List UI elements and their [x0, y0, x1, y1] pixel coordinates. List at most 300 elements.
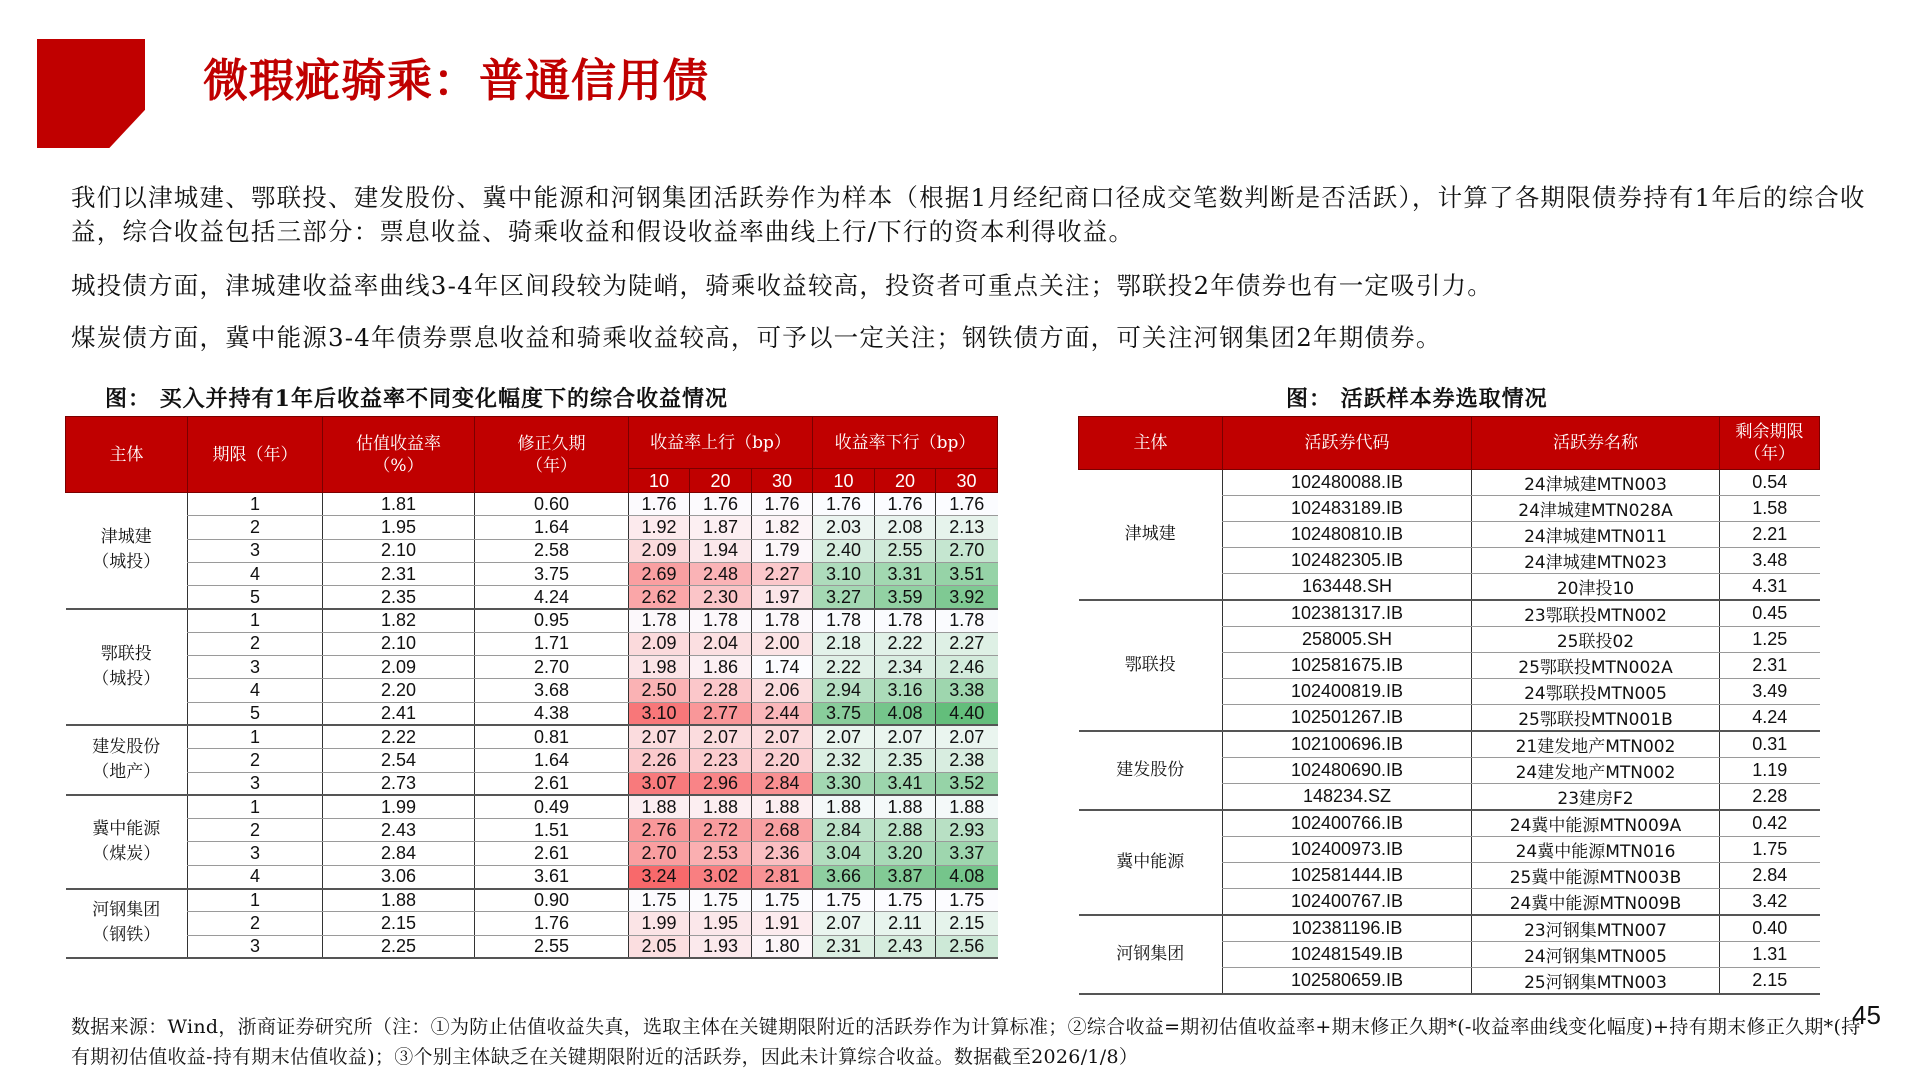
- yield-up-cell: 2.06: [752, 679, 813, 702]
- yield-cell: 2.54: [323, 749, 475, 772]
- bond-name-cell: 25鄂联投MTN001B: [1472, 705, 1720, 732]
- yield-up-cell: 1.97: [752, 586, 813, 609]
- term-cell: 1: [188, 725, 323, 748]
- header-name: 活跃券名称: [1472, 417, 1720, 470]
- table-row: [66, 539, 998, 562]
- entity-cell: 鄂联投: [1079, 600, 1223, 731]
- bond-name-cell: 24冀中能源MTN009B: [1472, 889, 1720, 916]
- yield-down-cell: 2.55: [875, 539, 936, 562]
- remaining-term-cell: 3.42: [1720, 889, 1820, 916]
- duration-cell: 0.95: [475, 609, 629, 632]
- yield-down-cell: 3.51: [936, 562, 998, 585]
- yield-up-cell: 2.26: [629, 749, 690, 772]
- table-row: [66, 912, 998, 935]
- table-row: [66, 679, 998, 702]
- term-cell: 5: [188, 586, 323, 609]
- yield-down-cell: 2.15: [936, 912, 998, 935]
- bond-code-cell: 102482305.IB: [1223, 548, 1472, 574]
- remaining-term-cell: 2.21: [1720, 522, 1820, 548]
- yield-up-cell: 2.09: [629, 632, 690, 655]
- bond-name-cell: 25河钢集MTN003: [1472, 968, 1720, 995]
- yield-down-cell: 3.27: [813, 586, 875, 609]
- yield-up-cell: 1.91: [752, 912, 813, 935]
- table-row: [66, 656, 998, 679]
- duration-cell: 2.70: [475, 656, 629, 679]
- remaining-term-cell: 1.31: [1720, 942, 1820, 968]
- bond-code-cell: 102581444.IB: [1223, 863, 1472, 889]
- yield-up-cell: 2.20: [752, 749, 813, 772]
- yield-up-cell: 2.72: [690, 819, 752, 842]
- bond-code-cell: 102381196.IB: [1223, 915, 1472, 942]
- footnote: 数据来源：Wind，浙商证券研究所（注：①为防止估值收益失真，选取主体在关键期限附近的活跃券作为计算标准；②综合收益=期初估值收益率+期末修正久期*(-收益率曲线变化幅度)+持有期末修正久期*(持有期初估值收益-持有期末估值收益)；③个别主体缺乏在关键期限附近的活跃券，因此未计算综合收益。数据截至2026/1/8）: [71, 1016, 1861, 1068]
- yield-up-cell: 2.36: [752, 842, 813, 865]
- term-cell: 3: [188, 539, 323, 562]
- yield-down-cell: 1.76: [875, 493, 936, 516]
- yield-up-cell: 1.92: [629, 516, 690, 539]
- remaining-term-cell: 1.25: [1720, 627, 1820, 653]
- entity-sector: （钢铁）: [92, 925, 161, 946]
- yield-down-cell: 3.66: [813, 865, 875, 888]
- duration-cell: 1.71: [475, 632, 629, 655]
- remaining-term-cell: 0.40: [1720, 915, 1820, 942]
- bond-code-cell: 163448.SH: [1223, 574, 1472, 601]
- duration-cell: 2.55: [475, 935, 629, 958]
- header-bp: 20: [875, 469, 936, 493]
- table-row: [66, 935, 998, 958]
- entity-cell: [66, 795, 188, 888]
- yield-cell: 2.15: [323, 912, 475, 935]
- duration-cell: 0.90: [475, 889, 629, 912]
- yield-down-cell: 2.38: [936, 749, 998, 772]
- yield-up-cell: 2.81: [752, 865, 813, 888]
- table-row: [66, 609, 998, 632]
- yield-down-cell: 3.41: [875, 772, 936, 795]
- duration-cell: 0.60: [475, 493, 629, 516]
- yield-down-cell: 2.11: [875, 912, 936, 935]
- term-cell: 5: [188, 702, 323, 725]
- left-table-caption: 图： 买入并持有1年后收益率不同变化幅度下的综合收益情况: [105, 386, 728, 412]
- term-cell: 2: [188, 516, 323, 539]
- remaining-term-cell: 0.54: [1720, 470, 1820, 496]
- bond-code-cell: 102400819.IB: [1223, 679, 1472, 705]
- header-yield-up: 收益率上行（bp）: [629, 417, 813, 469]
- yield-cell: 1.81: [323, 493, 475, 516]
- term-cell: 3: [188, 656, 323, 679]
- table-row: [66, 795, 998, 818]
- term-cell: 4: [188, 679, 323, 702]
- term-cell: 1: [188, 609, 323, 632]
- yield-down-cell: 3.38: [936, 679, 998, 702]
- yield-up-cell: 2.27: [752, 562, 813, 585]
- yield-down-cell: 1.88: [813, 795, 875, 818]
- table-row: [66, 586, 998, 609]
- yield-down-cell: 3.87: [875, 865, 936, 888]
- yield-up-cell: 2.44: [752, 702, 813, 725]
- header-entity: 主体: [66, 417, 188, 493]
- yield-up-cell: 2.07: [629, 725, 690, 748]
- yield-up-cell: 1.95: [690, 912, 752, 935]
- table-row: [66, 819, 998, 842]
- entity-name: 建发股份: [92, 737, 161, 758]
- yield-down-cell: 1.88: [936, 795, 998, 818]
- yield-cell: 2.41: [323, 702, 475, 725]
- yield-up-cell: 1.86: [690, 656, 752, 679]
- yield-down-cell: 4.40: [936, 702, 998, 725]
- bond-name-cell: 24津城建MTN023: [1472, 548, 1720, 574]
- yield-down-cell: 2.34: [875, 656, 936, 679]
- bond-code-cell: 102381317.IB: [1223, 600, 1472, 627]
- yield-up-cell: 1.88: [629, 795, 690, 818]
- entity-name: 河钢集团: [92, 900, 161, 921]
- yield-up-cell: 1.88: [752, 795, 813, 818]
- yield-down-cell: 3.52: [936, 772, 998, 795]
- term-cell: 2: [188, 749, 323, 772]
- yield-down-cell: 2.31: [813, 935, 875, 958]
- yield-cell: 2.10: [323, 632, 475, 655]
- bond-code-cell: 102501267.IB: [1223, 705, 1472, 732]
- yield-up-cell: 2.07: [690, 725, 752, 748]
- yield-cell: 2.25: [323, 935, 475, 958]
- remaining-term-cell: 0.42: [1720, 810, 1820, 837]
- yield-down-cell: 2.27: [936, 632, 998, 655]
- yield-down-cell: 1.76: [813, 493, 875, 516]
- yield-down-cell: 2.07: [813, 725, 875, 748]
- yield-up-cell: 2.09: [629, 539, 690, 562]
- term-cell: 3: [188, 842, 323, 865]
- yield-down-cell: 4.08: [875, 702, 936, 725]
- remaining-term-cell: 4.31: [1720, 574, 1820, 601]
- yield-up-cell: 3.24: [629, 865, 690, 888]
- remaining-term-cell: 3.48: [1720, 548, 1820, 574]
- yield-up-cell: 2.70: [629, 842, 690, 865]
- yield-down-cell: 1.78: [813, 609, 875, 632]
- remaining-term-cell: 3.49: [1720, 679, 1820, 705]
- paragraph-intro: 我们以津城建、鄂联投、建发股份、冀中能源和河钢集团活跃券作为样本（根据1月经纪商口径成交笔数判断是否活跃），计算了各期限债券持有1年后的综合收益，综合收益包括三部分：票息收益、骑乘收益和假设收益率曲线上行/下行的资本利得收益。: [71, 183, 1866, 246]
- bond-name-cell: 24建发地产MTN002: [1472, 758, 1720, 784]
- yield-up-cell: 2.48: [690, 562, 752, 585]
- header-code: 活跃券代码: [1223, 417, 1472, 470]
- yield-down-cell: 3.92: [936, 586, 998, 609]
- yield-up-cell: 2.05: [629, 935, 690, 958]
- header-yield-down: 收益率下行（bp）: [813, 417, 998, 469]
- bond-code-cell: 102483189.IB: [1223, 496, 1472, 522]
- remaining-term-cell: 1.19: [1720, 758, 1820, 784]
- bond-code-cell: 102400973.IB: [1223, 837, 1472, 863]
- header-bp: 20: [690, 469, 752, 493]
- yield-up-cell: 2.00: [752, 632, 813, 655]
- yield-up-cell: 1.76: [629, 493, 690, 516]
- yield-down-cell: 3.30: [813, 772, 875, 795]
- yield-down-cell: 1.75: [813, 889, 875, 912]
- bond-code-cell: 102100696.IB: [1223, 731, 1472, 758]
- yield-up-cell: 2.04: [690, 632, 752, 655]
- bond-name-cell: 24冀中能源MTN009A: [1472, 810, 1720, 837]
- yield-up-cell: 1.80: [752, 935, 813, 958]
- yield-cell: 2.31: [323, 562, 475, 585]
- term-cell: 2: [188, 819, 323, 842]
- table-row: [1079, 731, 1820, 758]
- bond-name-cell: 25鄂联投MTN002A: [1472, 653, 1720, 679]
- duration-cell: 3.75: [475, 562, 629, 585]
- duration-cell: 4.38: [475, 702, 629, 725]
- yield-down-cell: 1.78: [875, 609, 936, 632]
- table-row: [1079, 600, 1820, 627]
- yield-down-cell: 3.16: [875, 679, 936, 702]
- yield-down-cell: 2.13: [936, 516, 998, 539]
- yield-cell: 2.10: [323, 539, 475, 562]
- bond-name-cell: 21建发地产MTN002: [1472, 731, 1720, 758]
- header-bp: 10: [813, 469, 875, 493]
- bond-name-cell: 24津城建MTN028A: [1472, 496, 1720, 522]
- table-row: [66, 865, 998, 888]
- yield-down-cell: 2.40: [813, 539, 875, 562]
- table-row: [66, 632, 998, 655]
- bond-name-cell: 25冀中能源MTN003B: [1472, 863, 1720, 889]
- right-table-caption: 图： 活跃样本券选取情况: [1286, 386, 1548, 412]
- bond-code-cell: 102400767.IB: [1223, 889, 1472, 916]
- header-term: 期限（年）: [188, 417, 323, 493]
- entity-cell: [66, 889, 188, 959]
- yield-down-cell: 3.20: [875, 842, 936, 865]
- yield-cell: 2.35: [323, 586, 475, 609]
- yield-up-cell: 2.23: [690, 749, 752, 772]
- remaining-term-cell: 2.84: [1720, 863, 1820, 889]
- bond-name-cell: 24冀中能源MTN016: [1472, 837, 1720, 863]
- remaining-term-cell: 2.15: [1720, 968, 1820, 995]
- yield-up-cell: 2.50: [629, 679, 690, 702]
- yield-down-cell: 2.07: [936, 725, 998, 748]
- duration-cell: 1.51: [475, 819, 629, 842]
- yield-down-cell: 1.88: [875, 795, 936, 818]
- term-cell: 1: [188, 795, 323, 818]
- yield-cell: 2.73: [323, 772, 475, 795]
- yield-up-cell: 2.53: [690, 842, 752, 865]
- yield-down-cell: 2.07: [875, 725, 936, 748]
- yield-up-cell: 2.28: [690, 679, 752, 702]
- yield-down-cell: 2.94: [813, 679, 875, 702]
- active-bond-sample-table: [1078, 416, 1820, 995]
- header-entity: 主体: [1079, 417, 1223, 470]
- header-yield: 估值收益率 （%）: [323, 417, 475, 493]
- bond-name-cell: 20津投10: [1472, 574, 1720, 601]
- bond-code-cell: 102400766.IB: [1223, 810, 1472, 837]
- page-title: 微瑕疵骑乘：普通信用债: [203, 54, 710, 107]
- yield-up-cell: 1.75: [752, 889, 813, 912]
- bond-code-cell: 258005.SH: [1223, 627, 1472, 653]
- yield-down-cell: 2.70: [936, 539, 998, 562]
- yield-up-cell: 1.78: [690, 609, 752, 632]
- yield-cell: 2.84: [323, 842, 475, 865]
- yield-up-cell: 1.93: [690, 935, 752, 958]
- yield-down-cell: 2.46: [936, 656, 998, 679]
- bond-name-cell: 25联投02: [1472, 627, 1720, 653]
- table-row: [66, 749, 998, 772]
- yield-up-cell: 1.74: [752, 656, 813, 679]
- yield-down-cell: 2.03: [813, 516, 875, 539]
- table-row: [1079, 915, 1820, 942]
- yield-cell: 2.09: [323, 656, 475, 679]
- header-bp: 30: [936, 469, 998, 493]
- yield-down-cell: 1.75: [875, 889, 936, 912]
- paragraph-urban-investment: 城投债方面，津城建收益率曲线3-4年区间段较为陡峭，骑乘收益较高，投资者可重点关注；鄂联投2年债券也有一定吸引力。: [71, 271, 1493, 300]
- duration-cell: 3.68: [475, 679, 629, 702]
- term-cell: 3: [188, 772, 323, 795]
- yield-up-cell: 2.07: [752, 725, 813, 748]
- yield-down-cell: 3.59: [875, 586, 936, 609]
- yield-up-cell: 1.94: [690, 539, 752, 562]
- bond-code-cell: 102581675.IB: [1223, 653, 1472, 679]
- term-cell: 4: [188, 562, 323, 585]
- yield-up-cell: 1.78: [752, 609, 813, 632]
- header-remaining: 剩余期限 （年）: [1720, 417, 1820, 470]
- bond-name-cell: 23建房F2: [1472, 784, 1720, 811]
- yield-down-cell: 1.76: [936, 493, 998, 516]
- duration-cell: 1.64: [475, 516, 629, 539]
- duration-cell: 2.61: [475, 772, 629, 795]
- yield-up-cell: 1.75: [629, 889, 690, 912]
- bond-name-cell: 24河钢集MTN005: [1472, 942, 1720, 968]
- duration-cell: 4.24: [475, 586, 629, 609]
- entity-name: 冀中能源: [92, 818, 161, 839]
- term-cell: 2: [188, 912, 323, 935]
- bond-code-cell: 102480690.IB: [1223, 758, 1472, 784]
- header-duration: 修正久期 （年）: [475, 417, 629, 493]
- yield-cell: 3.06: [323, 865, 475, 888]
- duration-cell: 1.76: [475, 912, 629, 935]
- entity-cell: [66, 493, 188, 609]
- yield-up-cell: 1.78: [629, 609, 690, 632]
- term-cell: 2: [188, 632, 323, 655]
- yield-up-cell: 3.07: [629, 772, 690, 795]
- bond-code-cell: 102480088.IB: [1223, 470, 1472, 496]
- yield-down-cell: 2.56: [936, 935, 998, 958]
- bond-code-cell: 148234.SZ: [1223, 784, 1472, 811]
- yield-up-cell: 2.62: [629, 586, 690, 609]
- entity-name: 津城建: [100, 527, 152, 548]
- bond-name-cell: 23鄂联投MTN002: [1472, 600, 1720, 627]
- entity-cell: 津城建: [1079, 470, 1223, 601]
- entity-sector: （城投）: [92, 552, 161, 573]
- duration-cell: 1.64: [475, 749, 629, 772]
- header-bp: 30: [752, 469, 813, 493]
- yield-down-cell: 1.78: [936, 609, 998, 632]
- yield-up-cell: 2.96: [690, 772, 752, 795]
- yield-down-cell: 2.22: [875, 632, 936, 655]
- yield-down-cell: 2.08: [875, 516, 936, 539]
- yield-down-cell: 3.37: [936, 842, 998, 865]
- term-cell: 1: [188, 493, 323, 516]
- remaining-term-cell: 1.75: [1720, 837, 1820, 863]
- yield-up-cell: 1.76: [690, 493, 752, 516]
- entity-sector: （城投）: [92, 669, 161, 690]
- table-row: [66, 842, 998, 865]
- table-row: [66, 772, 998, 795]
- entity-cell: 冀中能源: [1079, 810, 1223, 915]
- table-row: [66, 493, 998, 516]
- duration-cell: 3.61: [475, 865, 629, 888]
- yield-cell: 2.20: [323, 679, 475, 702]
- term-cell: 1: [188, 889, 323, 912]
- yield-up-cell: 1.98: [629, 656, 690, 679]
- yield-up-cell: 3.10: [629, 702, 690, 725]
- brand-logo-block: [37, 39, 145, 148]
- remaining-term-cell: 0.45: [1720, 600, 1820, 627]
- page-number: 45: [1852, 1000, 1881, 1030]
- yield-cell: 1.82: [323, 609, 475, 632]
- yield-up-cell: 2.76: [629, 819, 690, 842]
- yield-cell: 1.95: [323, 516, 475, 539]
- remaining-term-cell: 4.24: [1720, 705, 1820, 732]
- holding-return-table: [65, 416, 998, 959]
- yield-down-cell: 2.07: [813, 912, 875, 935]
- term-cell: 4: [188, 865, 323, 888]
- bond-name-cell: 24津城建MTN011: [1472, 522, 1720, 548]
- paragraph-coal-steel: 煤炭债方面，冀中能源3-4年债券票息收益和骑乘收益较高，可予以一定关注；钢铁债方面，可关注河钢集团2年期债券。: [71, 323, 1442, 352]
- yield-down-cell: 3.31: [875, 562, 936, 585]
- bond-name-cell: 23河钢集MTN007: [1472, 915, 1720, 942]
- bond-code-cell: 102481549.IB: [1223, 942, 1472, 968]
- yield-down-cell: 1.75: [936, 889, 998, 912]
- entity-sector: （地产）: [92, 762, 161, 783]
- yield-cell: 1.99: [323, 795, 475, 818]
- duration-cell: 0.81: [475, 725, 629, 748]
- bond-name-cell: 24津城建MTN003: [1472, 470, 1720, 496]
- yield-up-cell: 1.79: [752, 539, 813, 562]
- table-row: [66, 702, 998, 725]
- table-row: [1079, 470, 1820, 496]
- table-row: [66, 516, 998, 539]
- yield-cell: 2.43: [323, 819, 475, 842]
- yield-down-cell: 2.93: [936, 819, 998, 842]
- table-row: [1079, 810, 1820, 837]
- yield-cell: 1.88: [323, 889, 475, 912]
- table-row: [66, 889, 998, 912]
- remaining-term-cell: 1.58: [1720, 496, 1820, 522]
- yield-down-cell: 2.18: [813, 632, 875, 655]
- remaining-term-cell: 0.31: [1720, 731, 1820, 758]
- yield-up-cell: 2.30: [690, 586, 752, 609]
- yield-up-cell: 2.84: [752, 772, 813, 795]
- table-row: [66, 562, 998, 585]
- bond-code-cell: 102580659.IB: [1223, 968, 1472, 995]
- yield-up-cell: 2.77: [690, 702, 752, 725]
- yield-down-cell: 2.22: [813, 656, 875, 679]
- bond-name-cell: 24鄂联投MTN005: [1472, 679, 1720, 705]
- bond-code-cell: 102480810.IB: [1223, 522, 1472, 548]
- entity-cell: 建发股份: [1079, 731, 1223, 810]
- duration-cell: 2.61: [475, 842, 629, 865]
- entity-cell: [66, 725, 188, 795]
- yield-up-cell: 3.02: [690, 865, 752, 888]
- entity-name: 鄂联投: [100, 644, 152, 665]
- yield-up-cell: 1.88: [690, 795, 752, 818]
- entity-cell: 河钢集团: [1079, 915, 1223, 994]
- remaining-term-cell: 2.31: [1720, 653, 1820, 679]
- yield-down-cell: 2.43: [875, 935, 936, 958]
- yield-up-cell: 1.82: [752, 516, 813, 539]
- yield-up-cell: 2.69: [629, 562, 690, 585]
- yield-down-cell: 4.08: [936, 865, 998, 888]
- yield-up-cell: 1.75: [690, 889, 752, 912]
- table-row: [66, 725, 998, 748]
- remaining-term-cell: 2.28: [1720, 784, 1820, 811]
- header-bp: 10: [629, 469, 690, 493]
- yield-up-cell: 1.87: [690, 516, 752, 539]
- yield-down-cell: 3.04: [813, 842, 875, 865]
- yield-down-cell: 3.10: [813, 562, 875, 585]
- yield-down-cell: 2.32: [813, 749, 875, 772]
- yield-down-cell: 2.88: [875, 819, 936, 842]
